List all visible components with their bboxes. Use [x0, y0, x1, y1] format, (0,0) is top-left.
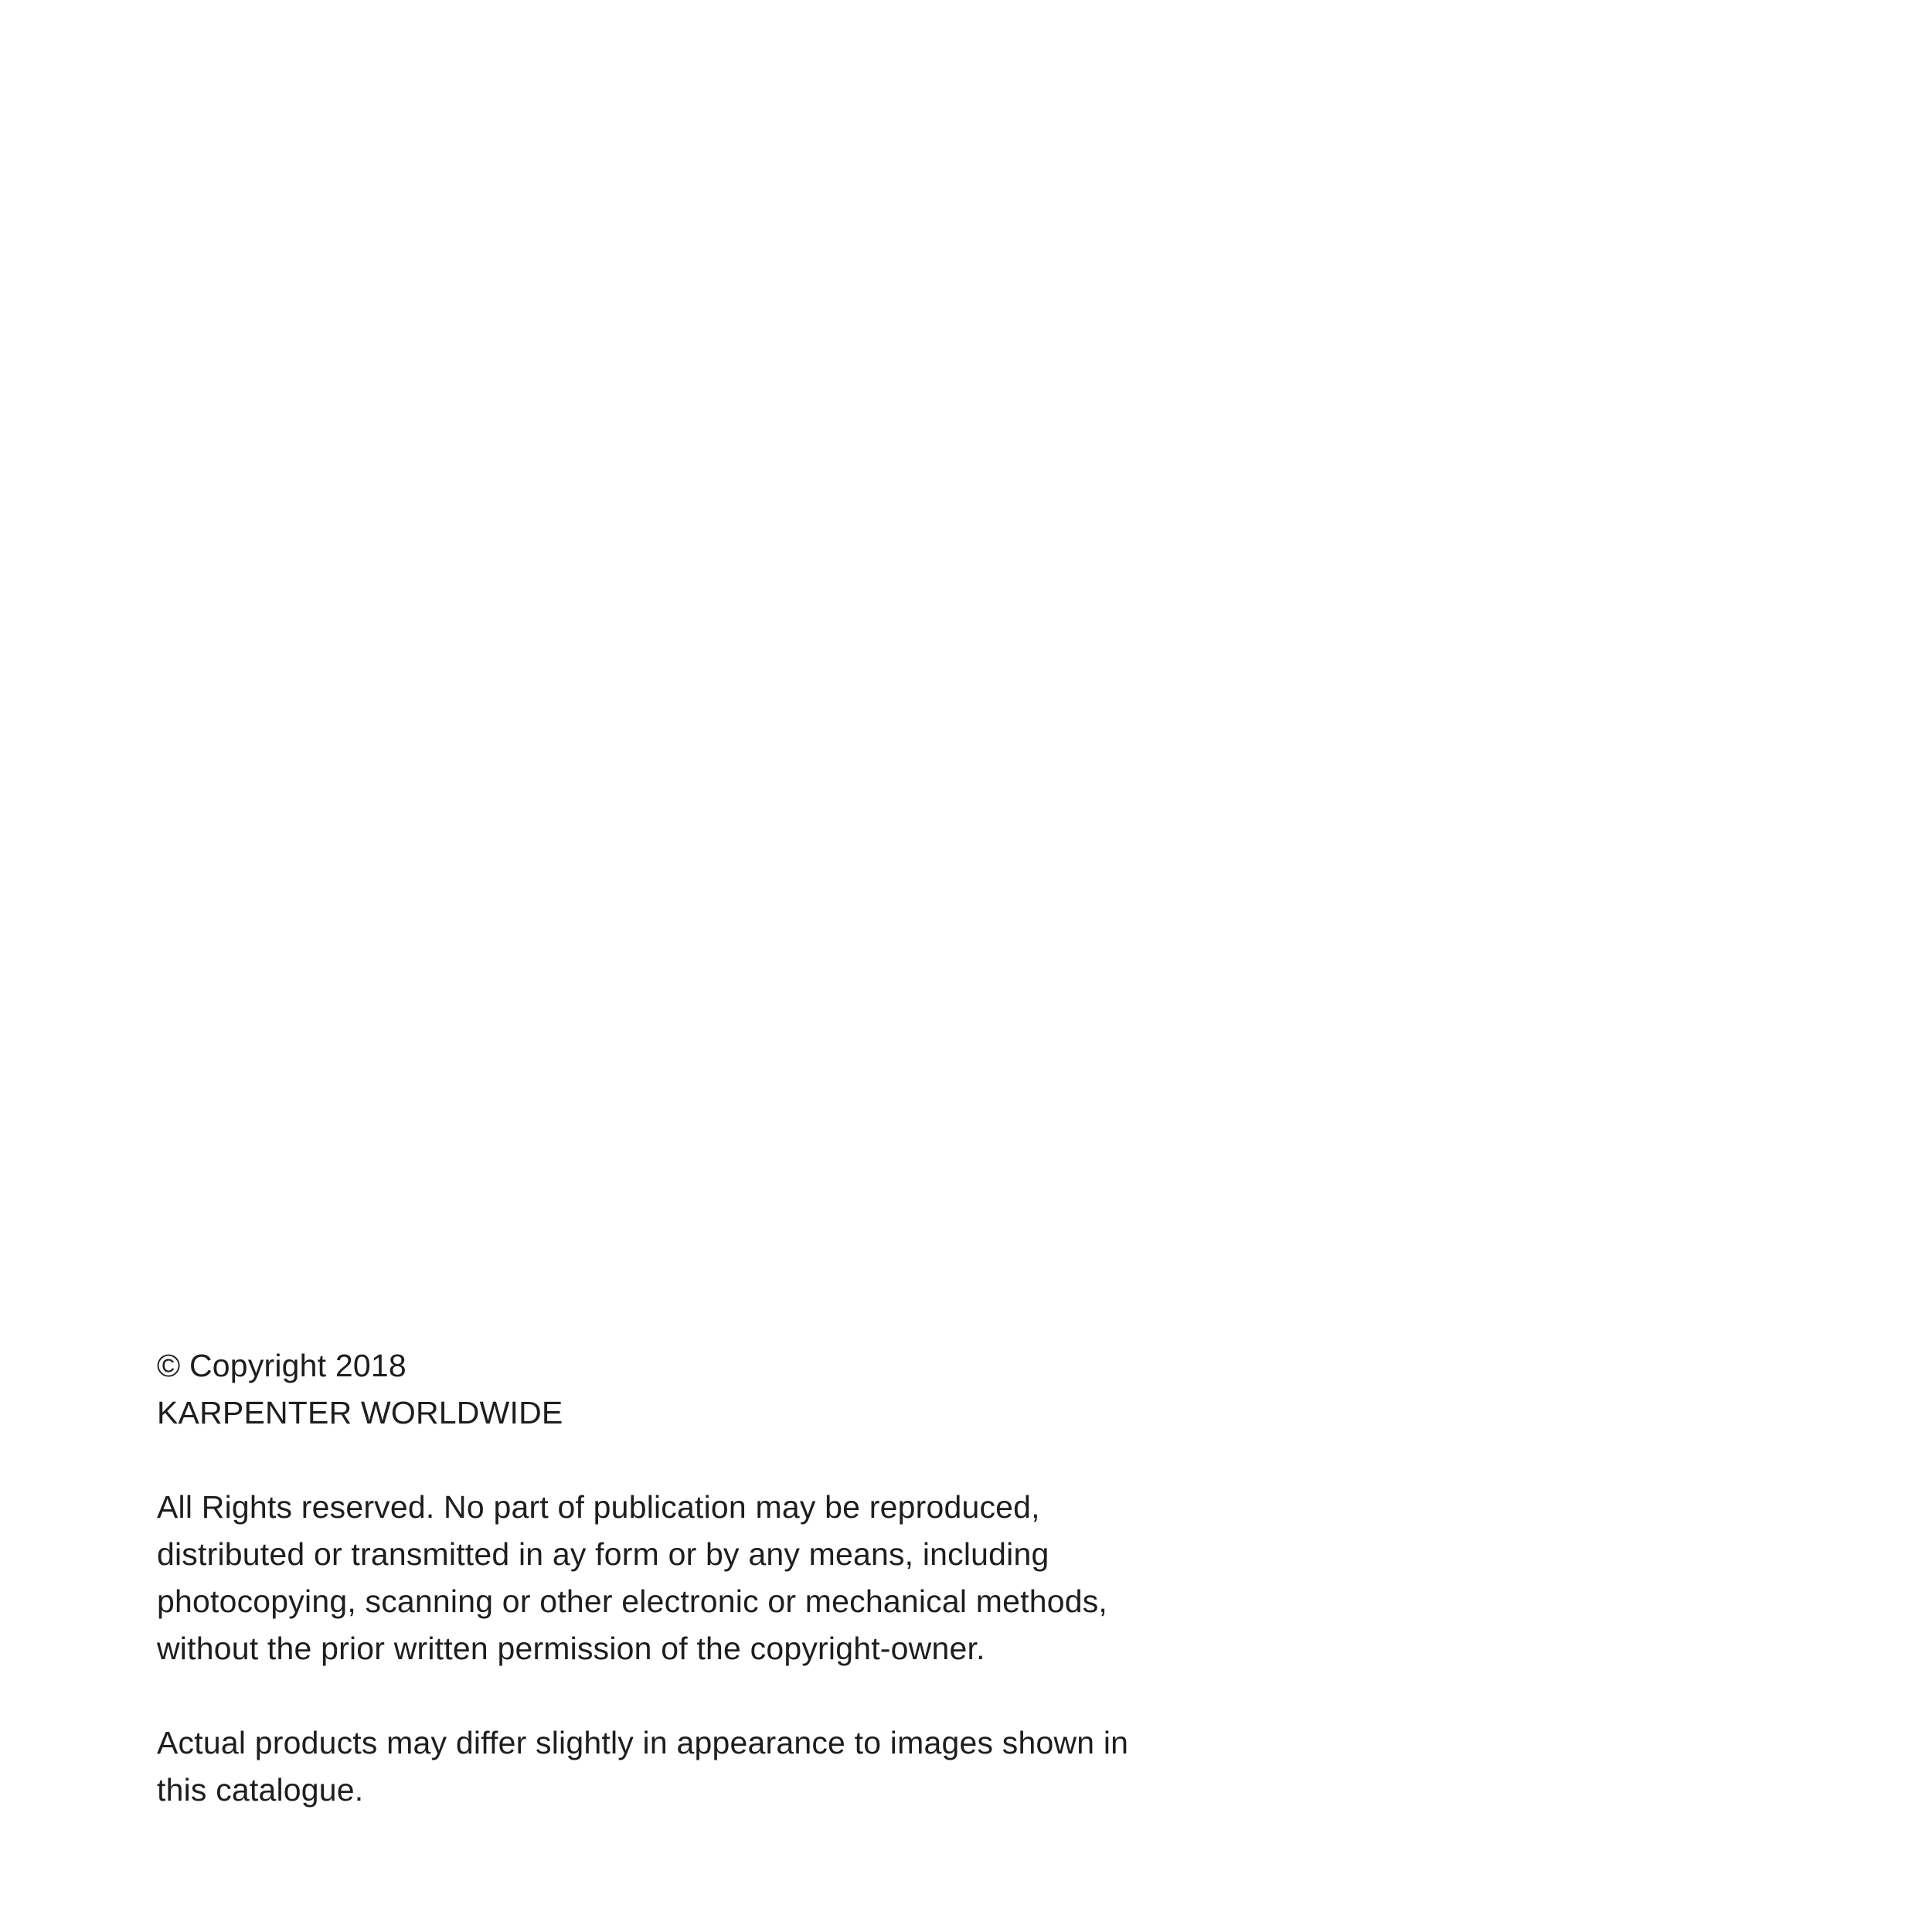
rights-line: without the prior written permission of the copyright-owner.	[157, 1631, 985, 1666]
paragraph-gap	[157, 1437, 1239, 1484]
copyright-line: © Copyright 2018	[157, 1348, 406, 1383]
copyright-notice	[157, 1342, 1239, 1814]
rights-line: distributed or transmitted in ay form or by any means, including	[157, 1536, 1049, 1572]
disclaimer-line: Actual products may differ slightly in appearance to images shown in	[157, 1725, 1129, 1760]
disclaimer-paragraph	[157, 1719, 1239, 1814]
disclaimer-line: this catalogue.	[157, 1772, 364, 1808]
rights-line: photocopying, scanning or other electronic or mechanical methods,	[157, 1583, 1108, 1619]
company-name: KARPENTER WORLDWIDE	[157, 1395, 563, 1430]
rights-line: All Rights reserved. No part of publication may be reproduced,	[157, 1489, 1040, 1525]
paragraph-gap	[157, 1672, 1239, 1719]
rights-paragraph	[157, 1484, 1239, 1672]
